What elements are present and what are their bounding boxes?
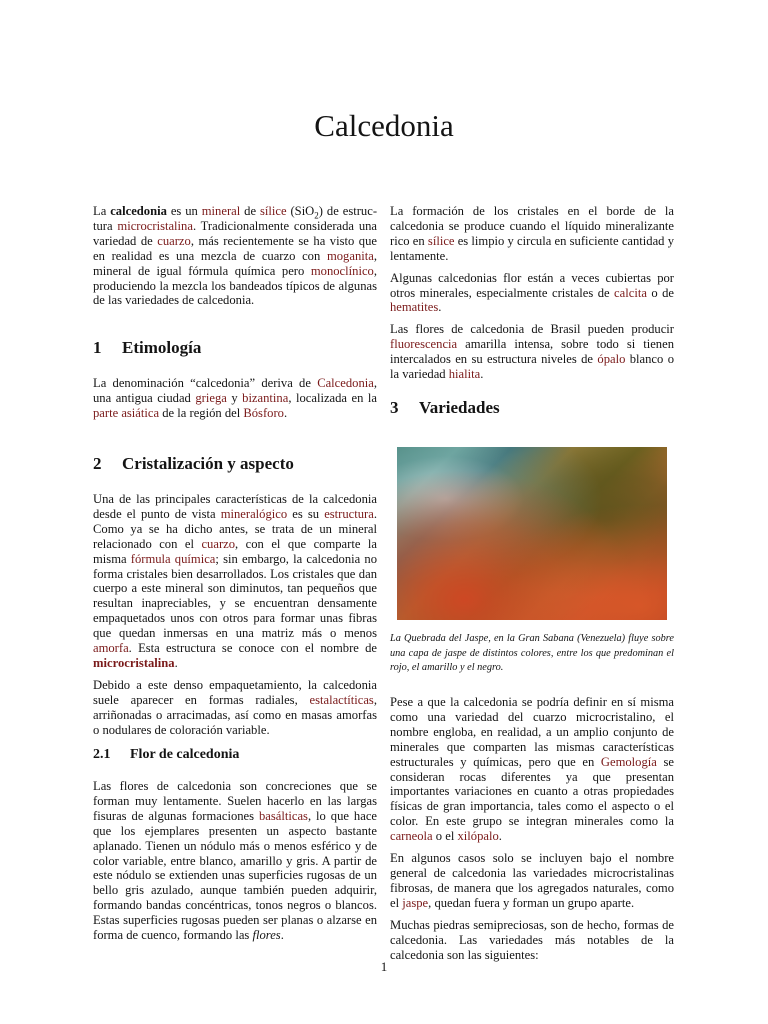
link-carneola[interactable]: carneola xyxy=(390,829,433,844)
link-amorfa[interactable]: amorfa xyxy=(93,641,129,656)
subsection-heading-flor: 2.1 Flor de calcedonia xyxy=(93,747,240,762)
variedades-block xyxy=(390,695,674,969)
link-silice[interactable]: sílice xyxy=(259,204,287,218)
variedades-paragraph-1: Pese a que la calcedonia se podría definir en sí misma como una variedad del cuarzo microcristalino, el nombre engloba, en realidad, a un amplio conjunto de minerales que comparten las mismas características estructurales y químicas, pero que en Gemología se consideran rocas diferentes ya que presentan importantes variaciones en cuanto a otras propiedades físicas de gran importancia, tales como el aspecto o el color. En este grupo se integran minerales como la carneola o el xilópalo. xyxy=(390,695,674,844)
cristalizacion-block xyxy=(93,492,377,745)
flor-paragraph-2: La formación de los cristales en el borde de la calcedonia se produce cuando el líquido mineralizante rico en sílice es limpio y circula en suficiente cantidad y lentamente. xyxy=(390,204,675,263)
cristalizacion-paragraph-1: Una de las principales características de la calcedonia desde el punto de vista mineralógico es su estructura. Como ya se ha dicho antes, se trata de un mineral relacionado con el cuarzo, con el que comparte la misma fórmula química; sin embargo, la calcedonia no forma cristales bien desarrollados. Los cristales que dan cuerpo a este mineral son diminutos, tan pequeños que resultan inapreciables, y se encuentran densamente empaquetados unos con otros para formar unas fibras que quedan inmersas en una matriz más o menos amorfa. Esta estructura se conoce con el nombre de microcristalina. xyxy=(93,492,377,670)
etimologia-block xyxy=(93,376,377,428)
link-estructura[interactable]: estructura xyxy=(324,506,374,521)
link-microcristalina-bold[interactable]: microcristalina xyxy=(93,655,175,670)
link-microcristalina[interactable]: microcristalina xyxy=(117,218,193,233)
link-fluorescencia[interactable]: fluorescencia xyxy=(390,337,458,352)
term-bold: calcedonia xyxy=(110,204,167,218)
flor-continued-block xyxy=(390,204,674,389)
page-title: Calcedonia xyxy=(314,108,454,143)
jaspe-photo xyxy=(397,447,667,620)
cristalizacion-paragraph-2: Debido a este denso empaquetamiento, la calcedonia suele aparecer en formas radiales, estalactíticas, arriñonadas o arracimadas, así como en masas amorfas o nodulares de coloración variable. xyxy=(93,677,377,737)
section-heading-etimologia: 1 Etimología xyxy=(93,338,202,357)
flor-block xyxy=(93,779,377,950)
page-number: 1 xyxy=(380,959,388,974)
section-heading-variedades: 3 Variedades xyxy=(390,398,500,417)
flor-paragraph-1: Las flores de calcedonia son concreciones que se forman muy lentamente. Suelen hacerlo en las largas fisuras de algunas formaciones basálticas, lo que hace que los ejemplares presenten un aspecto bastante aplanado. Tienen un nódulo más o menos esférico y de color variable, entre blanco, amarillo y gris. A partir de este nódulo se extienden unas superficies rugosas de un bello gris azulado, aunque también pueden adquirir, formando bandas concéntricas, tonos negros o blancos. Estas superficies rugosas pueden ser planas o alzarse en forma de cuenco, formando las flores. xyxy=(93,779,377,943)
link-bizantina[interactable]: bizantina xyxy=(242,390,289,405)
variedades-paragraph-2: En algunos casos solo se incluyen bajo el nombre general de calcedonia las variedades microcristalinas fibrosas, de manera que los agregados naturales, como el jaspe, quedan fuera y forman un grupo aparte. xyxy=(390,851,674,910)
link-cuarzo[interactable]: cuarzo xyxy=(157,233,191,248)
link-moganita[interactable]: moganita xyxy=(326,248,374,263)
link-basalticas[interactable]: basálticas xyxy=(258,808,308,823)
link-gemologia[interactable]: Gemología xyxy=(600,754,657,769)
link-cuarzo-2[interactable]: cuarzo xyxy=(201,536,236,551)
link-jaspe[interactable]: jaspe xyxy=(402,895,429,910)
link-formula-quimica[interactable]: fórmula química xyxy=(130,551,216,566)
etimologia-paragraph: La denominación “calcedonia” deriva de Calcedonia, una antigua ciudad griega y bizantina, localizada en la parte asiática de la región del Bósforo. xyxy=(93,376,377,420)
link-calcita[interactable]: calcita xyxy=(614,285,647,300)
link-hematites[interactable]: hematites xyxy=(390,300,439,315)
intro-block xyxy=(93,204,377,315)
link-mineral[interactable]: mineral xyxy=(201,204,241,218)
link-monoclinico[interactable]: monoclínico xyxy=(310,263,374,278)
link-hialita[interactable]: hialita xyxy=(448,367,481,382)
link-parte-asiatica[interactable]: parte asiática xyxy=(93,405,160,420)
link-xilopalo[interactable]: xilópalo xyxy=(457,829,499,844)
term-flores: flores xyxy=(252,928,281,943)
link-opalo[interactable]: ópalo xyxy=(597,352,626,367)
intro-paragraph: La calcedonia es un mineral de sílice (SiO$_2$) de estructura microcristalina. Tradicionalmente considerada una variedad de cuarzo, más recientemente se ha visto que en realidad es una mezcla de cuarzo con moganita, mineral de igual fórmula química pero monoclínico, produciendo la mezcla los bandeados típicos de algunas de las variedades de calcedonia. xyxy=(93,204,378,308)
flor-paragraph-3: Algunas calcedonias flor están a veces cubiertas por otros minerales, especialmente cristales de calcita o de hematites. xyxy=(390,270,674,315)
link-griega[interactable]: griega xyxy=(195,390,227,405)
section-heading-cristalizacion: 2 Cristalización y aspecto xyxy=(93,454,294,473)
figure-caption: La Quebrada del Jaspe, en la Gran Sabana (Venezuela) fluye sobre una capa de jaspe de distintos colores, entre los que predominan el rojo, el amarillo y el negro. xyxy=(390,633,674,673)
flor-paragraph-4: Las flores de calcedonia de Brasil pueden producir fluorescencia amarilla intensa, sobre todo si tienen intercalados en su estructura niveles de ópalo blanco o la variedad hialita. xyxy=(390,322,674,382)
link-bosforo[interactable]: Bósforo xyxy=(243,405,284,420)
link-calcedonia[interactable]: Calcedonia xyxy=(317,376,374,390)
link-mineralogico[interactable]: mineralógico xyxy=(220,506,288,521)
link-estalactiticas[interactable]: estalactíticas xyxy=(309,692,374,707)
link-silice-2[interactable]: sílice xyxy=(427,233,455,248)
variedades-paragraph-3: Muchas piedras semipreciosas, son de hecho, formas de calcedonia. Las variedades más notables de la calcedonia son las siguientes: xyxy=(390,917,674,962)
